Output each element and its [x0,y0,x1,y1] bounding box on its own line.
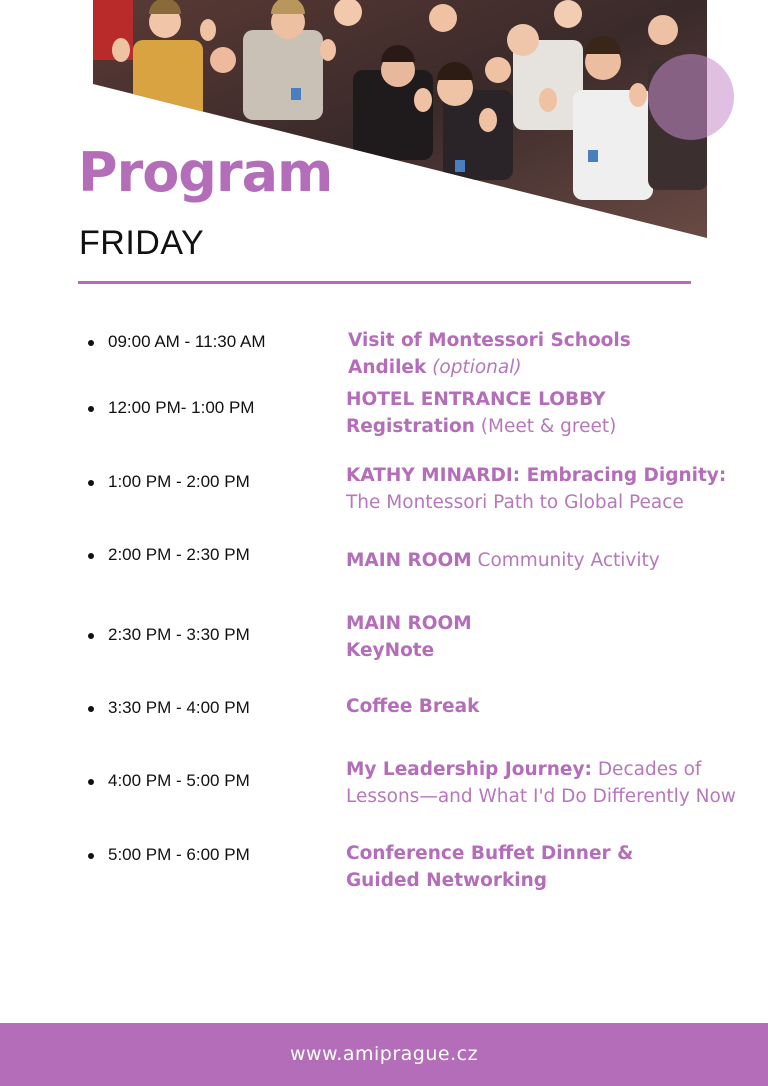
session-note: (optional) [432,357,522,378]
schedule-time: 3:30 PM - 4:00 PM [108,698,250,717]
schedule-time: 09:00 AM - 11:30 AM [108,332,266,351]
schedule-description [346,462,756,516]
schedule-time: 2:00 PM - 2:30 PM [108,545,250,564]
session-subtitle-part1: Decades of [597,759,702,780]
session-subtitle-part2: Lessons—and What I'd Do Differently Now [346,786,736,807]
schedule-time: 12:00 PM- 1:00 PM [108,398,255,417]
schedule-description [346,756,756,810]
session-subtitle: Andilek [348,357,427,378]
session-location: MAIN ROOM [346,613,472,634]
session-location: HOTEL ENTRANCE LOBBY [346,389,606,410]
session-note: (Meet & greet) [480,416,617,437]
schedule-time: 5:00 PM - 6:00 PM [108,845,250,864]
divider [78,281,691,284]
schedule-time: 1:00 PM - 2:00 PM [108,472,250,491]
bullet-icon [88,706,94,712]
bullet-icon [88,340,94,346]
session-title: Community Activity [477,550,660,571]
session-location: MAIN ROOM [346,550,472,571]
bullet-icon [88,553,94,559]
session-title: Coffee Break [346,696,480,717]
schedule-description [348,327,758,381]
page-title: Program [78,141,333,204]
session-subtitle: Guided Networking [346,870,548,891]
bullet-icon [88,480,94,486]
session-title: KeyNote [346,640,435,661]
header-photo [93,0,707,240]
bullet-icon [88,633,94,639]
crowd-photo-illustration [93,0,707,240]
session-title: KATHY MINARDI: Embracing Dignity: [346,465,727,486]
session-title: My Leadership Journey: [346,759,592,780]
schedule-description [346,386,756,440]
schedule-time: 2:30 PM - 3:30 PM [108,625,250,644]
footer-bar [0,1023,768,1086]
day-heading: FRIDAY [79,224,205,262]
session-title: Registration [346,416,475,437]
schedule-description [346,610,756,664]
schedule-description [346,547,756,574]
schedule-description [346,840,756,894]
bullet-icon [88,406,94,412]
schedule-time: 4:00 PM - 5:00 PM [108,771,250,790]
session-subtitle: The Montessori Path to Global Peace [346,492,684,513]
website-link[interactable]: www.amiprague.cz [289,1043,479,1065]
session-title: Visit of Montessori Schools [348,330,631,351]
bullet-icon [88,779,94,785]
bullet-icon [88,853,94,859]
schedule-description [346,693,756,720]
decorative-circle [648,54,734,140]
session-title: Conference Buffet Dinner & [346,843,634,864]
